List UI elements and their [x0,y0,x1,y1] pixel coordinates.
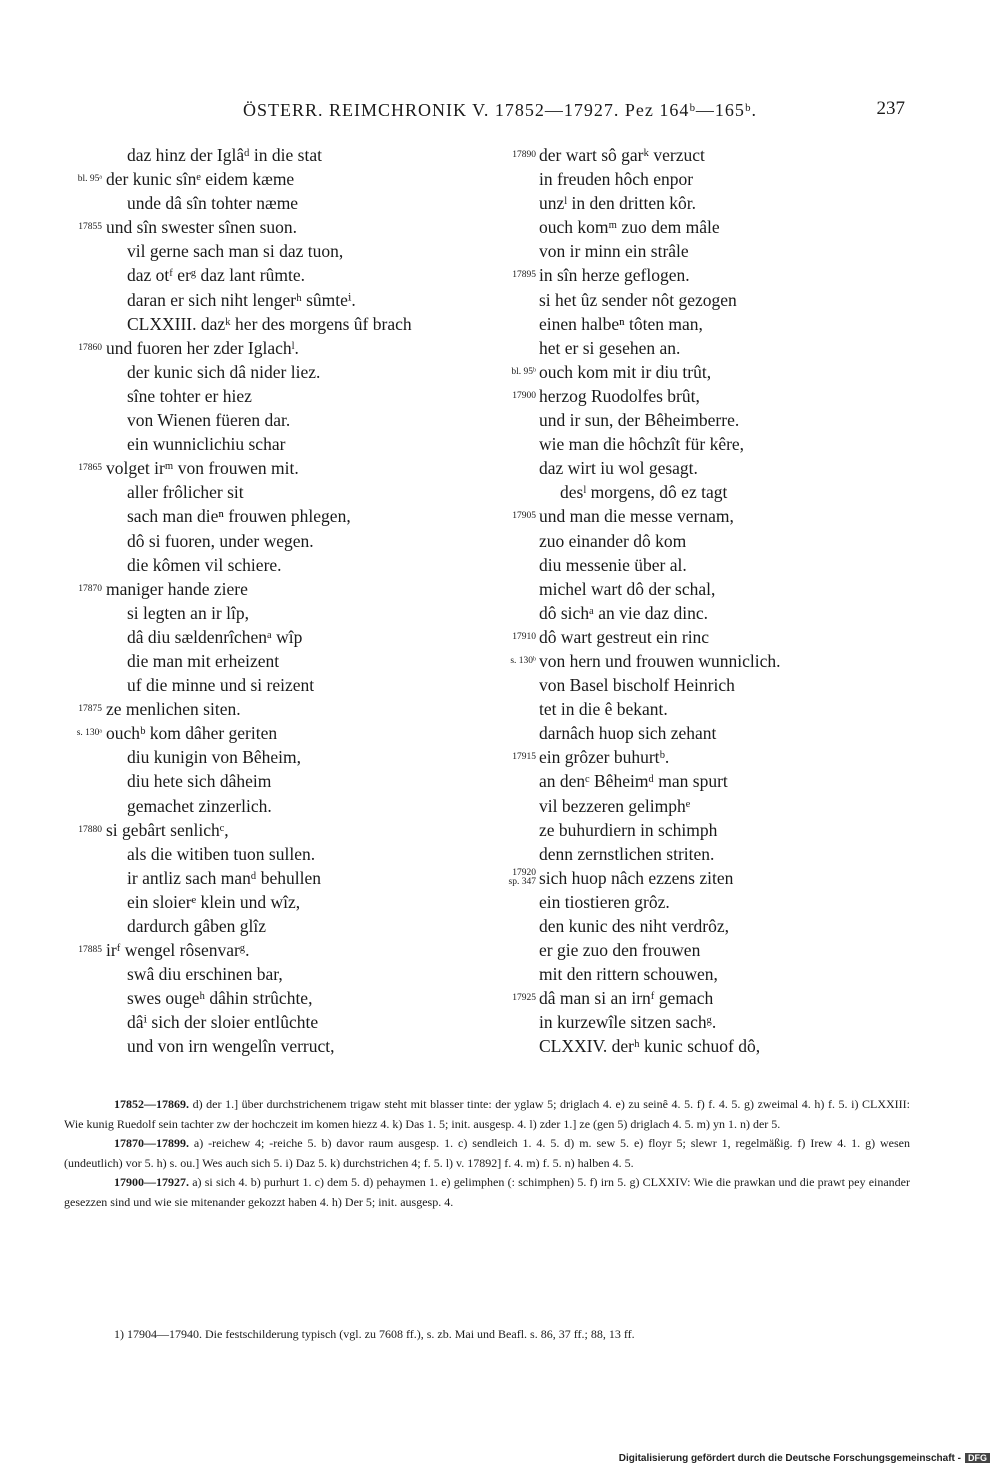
verse-line [496,384,926,408]
verse-line [28,432,483,456]
verse-line [28,336,483,360]
verse-text: ze menlichen siten. [106,699,241,720]
running-title: ÖSTERR. REIMCHRONIK V. 17852—17927. Pez 164ᵇ—165ᵇ. [242,100,757,120]
verse-line [496,577,926,601]
verse-text: er gie zuo den frouwen [539,940,701,961]
line-number: 17915 [512,752,536,763]
verse-line [28,577,483,601]
verse-text: an denᶜ Bêheimᵈ man spurt [539,771,728,792]
verse-text: dâ man si an irnᶠ gemach [539,988,714,1009]
apparatus-range: 17852—17869. [114,1097,189,1111]
verse-line [496,239,926,263]
line-number: 17875 [78,704,102,715]
verse-text: wie man die hôchzît für kêre, [539,434,745,455]
verse-text: von hern und frouwen wunniclich. [539,650,781,671]
verse-line [28,312,483,336]
verse-line [28,1010,483,1034]
verse-text: si gebârt senlichᶜ, [106,819,229,840]
verse-text: als die witiben tuon sullen. [127,843,316,864]
verse-text: den kunic des niht verdrôz, [539,916,730,936]
verse-line [496,962,926,986]
verse-line [496,143,926,167]
verse-line [496,649,926,673]
verse-line [28,673,483,697]
line-number: 17895 [512,270,536,281]
verse-text: darnâch huop sich zehant [539,723,717,744]
verse-text: dâⁱ sich der sloier entlûchte [127,1012,319,1033]
verse-text: si het ûz sender nôt gezogen [539,289,737,310]
verse-text: ze buhurdiern in schimph [539,819,718,840]
verse-line [28,938,483,962]
critical-apparatus [64,1095,910,1212]
dfg-credit [619,1453,990,1467]
verse-text: dardurch gâben glîz [127,916,266,936]
line-number: s. 130ᵃ [76,728,102,739]
verse-line [28,1034,483,1058]
verse-column-right [496,143,926,1083]
verse-text: desˡ morgens, dô ez tagt [560,482,728,503]
verse-text: vil bezzeren gelimphᵉ [539,795,691,816]
apparatus-entry [64,1173,910,1212]
dfg-logo: DFG [965,1453,990,1463]
verse-line [496,191,926,215]
verse-text: ouch komᵐ zuo dem mâle [539,217,720,238]
verse-line [496,553,926,577]
line-number [496,866,536,887]
verse-line [28,553,483,577]
verse-line [28,890,483,914]
verse-text: daran er sich niht lengerʰ sûmteⁱ. [127,289,356,310]
verse-text: und fuoren her zder Iglachˡ. [106,337,299,358]
verse-line [28,818,483,842]
verse-line [496,336,926,360]
verse-text: aller frôlicher sit [127,482,244,503]
verse-line [496,673,926,697]
verse-line [28,167,483,191]
verse-text: einen halbeⁿ tôten man, [539,313,703,334]
commentary-note: 1) 17904—17940. Die festschilderung typisch (vgl. zu 7608 ff.), s. zb. Mai und Beafl. s. 86, 37 ff.; 88, 13 ff. [114,1327,635,1341]
verse-line [28,601,483,625]
verse-line [28,191,483,215]
verse-line [28,384,483,408]
apparatus-entry [64,1095,910,1134]
verse-line [28,697,483,721]
verse-line [28,408,483,432]
verse-text: diu kunigin von Bêheim, [127,747,302,768]
verse-line [28,962,483,986]
verse-text: und ir sun, der Bêheimberre. [539,410,740,431]
verse-line [28,215,483,239]
line-number: 17900 [512,390,536,401]
verse-text: sîne tohter er hiez [127,385,252,406]
verse-text: der wart sô garᵏ verzuct [539,145,705,165]
verse-text: ein grôzer buhurtᵇ. [539,747,670,768]
verse-text: dô sichᵃ an vie daz dinc. [539,602,709,623]
verse-line [28,288,483,312]
verse-line [496,504,926,528]
verse-text: und man die messe vernam, [539,506,734,527]
page-header [0,96,1000,126]
verse-line [496,769,926,793]
verse-line [496,818,926,842]
verse-line [28,649,483,673]
verse-text: gemachet zinzerlich. [127,795,272,816]
verse-line [496,432,926,456]
verse-line [496,697,926,721]
verse-line [496,914,926,938]
verse-text: het er si gesehen an. [539,337,681,358]
verse-text: unzˡ in den dritten kôr. [539,193,696,214]
verse-line [28,769,483,793]
apparatus-text: a) si sich 4. b) purhurt 1. c) dem 5. d) pehaymen 1. e) gelimphen (: schimphen) 5. f) irn 5. g) CLXXIV: Wie die prawkan und die prawt pey einander gesezzen sind und wie sie mitenander gekozzt haben 4. h) Der 5; init. ausgesp. 4. [64,1175,910,1209]
verse-text: maniger hande ziere [106,578,248,599]
verse-text: ouchᵇ kom dâher geriten [106,723,278,744]
verse-line [28,745,483,769]
verse-text: dô wart gestreut ein rinc [539,626,710,647]
verse-line [28,529,483,553]
verse-line [496,842,926,866]
line-number: 17880 [78,824,102,835]
verse-line [496,1059,926,1083]
verse-text: ir antliz sach manᵈ behullen [127,867,321,888]
verse-line [28,143,483,167]
verse-line [28,625,483,649]
line-number: bl. 95ᵇ [511,366,536,377]
verse-text: herzog Ruodolfes brût, [539,385,700,406]
verse-line [496,360,926,384]
verse-line [496,625,926,649]
verse-text: unde dâ sîn tohter næme [127,193,299,214]
apparatus-range: 17870—17899. [114,1136,189,1150]
line-number: 17905 [512,511,536,522]
apparatus-text: d) der 1.] über durchstrichenem trigaw steht mit blasser tinte: der yglaw 5; driglach 4. e) zu seinê 4. 5. f) f. 4. 5. g) zweimal 4. h) f. 5. i) CLXXIII: Wie kunig Ruedolf sein tachter zw der hochczeit im komen hiezz 4. k) Das 1. 5; init. ausgesp. 4. l) zder 1.] ze (gen 5) driglach 4. 5. m) yn 1. n) der 5. [64,1097,911,1131]
line-number: bl. 95ᵃ [77,174,102,185]
verse-line [496,1010,926,1034]
verse-text: swes ougeʰ dâhin strûchte, [127,988,313,1009]
verse-line [496,794,926,818]
verse-text: in sîn herze geflogen. [539,265,690,286]
verse-line [28,842,483,866]
verse-text: mit den rittern schouwen, [539,964,718,985]
verse-line [28,239,483,263]
line-number: 17855 [78,222,102,233]
verse-text: denn zernstlichen striten. [539,843,715,864]
verse-text: sach man dieⁿ frouwen phlegen, [127,506,351,527]
verse-line [496,866,926,890]
verse-line [496,721,926,745]
verse-line [496,986,926,1010]
verse-line [28,263,483,287]
verse-line [28,721,483,745]
verse-line [28,914,483,938]
verse-line [496,1034,926,1058]
verse-line [496,601,926,625]
verse-text: ouch kom mit ir diu trût, [539,361,712,382]
verse-text: daz wirt iu wol gesagt. [539,458,698,479]
verse-text: dô si fuoren, under wegen. [127,530,314,551]
verse-line [496,938,926,962]
verse-line [28,866,483,890]
verse-text: ein tiostieren grôz. [539,891,670,912]
verse-text: der kunic sînᵉ eidem kæme [106,169,295,190]
verse-line [496,456,926,480]
verse-text: diu messenie über al. [539,554,687,575]
line-number: 17865 [78,463,102,474]
verse-line [496,480,926,504]
verse-text: der kunic sich dâ nider liez. [127,361,321,382]
line-number: 17925 [512,993,536,1004]
verse-line [496,408,926,432]
verse-text: daz otᶠ erᵍ daz lant rûmte. [127,265,305,286]
verse-line [496,288,926,312]
verse-text: CLXXIII. dazᵏ her des morgens ûf brach [127,313,412,334]
verse-text: in freuden hôch enpor [539,169,694,190]
verse-column-left [28,143,483,1059]
line-number: 17870 [78,583,102,594]
verse-text: si legten an ir lîp, [127,602,249,623]
column-reference: sp. 347 [508,876,536,887]
line-number: 17890 [512,150,536,160]
line-number: 17885 [78,945,102,956]
apparatus-range: 17900—17927. [114,1175,189,1189]
verse-text: zuo einander dô kom [539,530,687,551]
verse-text: von ir minn ein strâle [539,241,689,262]
verse-text: CLXXIV. derʰ kunic schuof dô, [539,1036,761,1057]
verse-text: und sîn swester sînen suon. [106,217,298,238]
verse-text: die man mit erheizent [127,650,280,671]
line-number-part: 17920 [512,867,536,878]
verse-line [28,794,483,818]
verse-text: vil gerne sach man si daz tuon, [127,241,344,262]
verse-text: sich huop nâch ezzens ziten [539,867,734,888]
apparatus-entry [64,1134,910,1173]
verse-line [496,529,926,553]
verse-text: michel wart dô der schal, [539,578,716,599]
verse-text: dâ diu sældenrîchenᵃ wîp [127,626,303,647]
verse-line [28,504,483,528]
verse-text: von Wienen füeren dar. [127,410,291,431]
verse-text: ein wunniclichiu schar [127,434,286,455]
verse-line [28,456,483,480]
verse-text: irᶠ wengel rôsenvarᵍ. [106,940,250,961]
page-number: 237 [876,98,905,119]
verse-line [28,986,483,1010]
line-number: 17910 [512,631,536,642]
verse-line [28,360,483,384]
verse-text: swâ diu erschinen bar, [127,964,283,985]
verse-text: in kurzewîle sitzen sachᵍ. [539,1012,717,1033]
verse-text: diu hete sich dâheim [127,771,272,792]
verse-text: uf die minne und si reizent [127,675,315,696]
verse-line [496,890,926,914]
verse-line [496,215,926,239]
dfg-credit-text: Digitalisierung gefördert durch die Deutsche Forschungsgemeinschaft - [618,1453,961,1464]
verse-text: ein sloierᵉ klein und wîz, [127,891,301,912]
verse-text: und von irn wengelîn verruct, [127,1036,335,1057]
apparatus-text: a) -reichew 4; -reiche 5. b) davor raum ausgesp. 1. c) sendleich 1. 4. 5. d) m. sew 5. e) floyr 5; slewr 1, regelmäßig. f) Irew 4. 1. g) wesen (undeutlich) vor 5. h) s. ou.] Wes auch sich 5. i) Daz 5. k) durchstrichen 4; f. 5. l) v. 17892] f. 4. m) f. 5. n) halben 4. 5. [64,1136,910,1170]
verse-line [496,167,926,191]
verse-line [28,480,483,504]
line-number: s. 130ᵇ [510,655,536,666]
verse-line [496,263,926,287]
verse-line [496,312,926,336]
line-number: 17860 [78,342,102,353]
verse-text: volget irᵐ von frouwen mit. [106,458,299,479]
verse-text: daz hinz der Iglâᵈ in die stat [127,145,322,165]
verse-text: die kômen vil schiere. [127,554,282,575]
verse-text: von Basel bischolf Heinrich [539,675,735,696]
verse-line [496,745,926,769]
verse-text: tet in die ê bekant. [539,699,668,720]
